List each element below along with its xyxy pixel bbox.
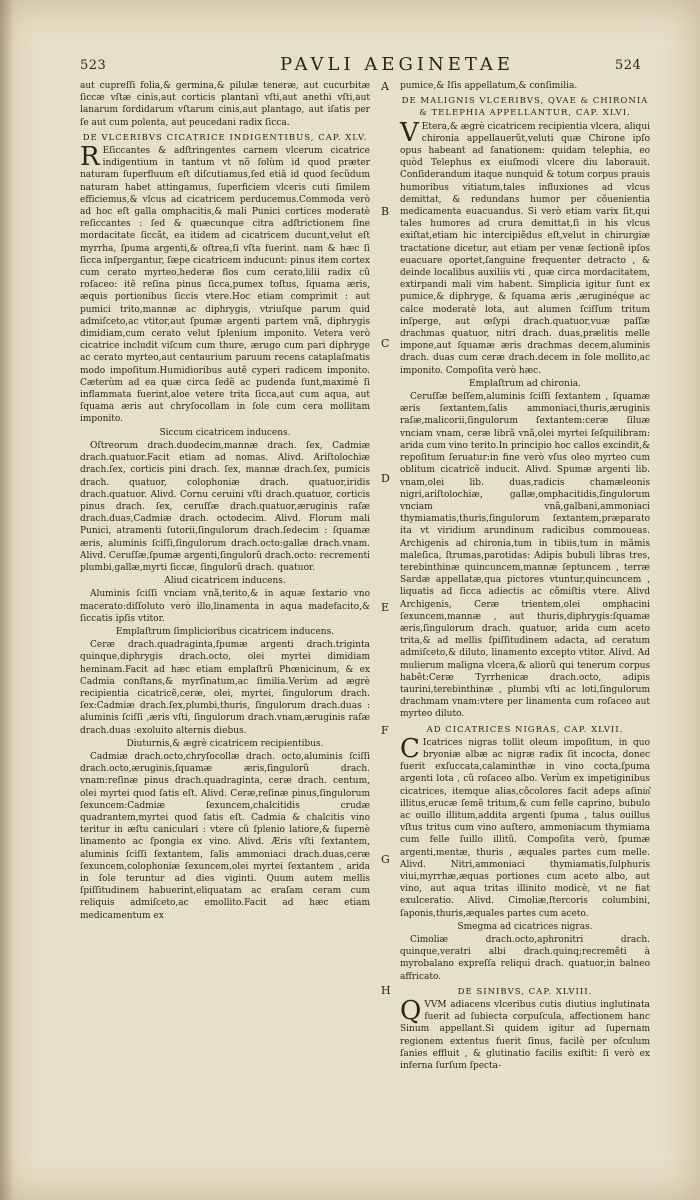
dropcap-paragraph bbox=[400, 996, 650, 1072]
dropcap-paragraph bbox=[400, 117, 650, 377]
chapter-heading: DE VLCERIBVS CICATRICE INDIGENTIBUS, CAP. XLV. bbox=[82, 132, 368, 143]
left-text-column bbox=[80, 80, 370, 922]
paragraph-text: VVM adiacens vlceribus cutis diutius inglutinata fuerit ad ſubiecta corpuſcula, affectionem hanc Sinum appellant.Si quidem igitur ad ſupernam regionem extentus fuerit ſinus, facilè per oſculum ſanies effluit , & glutinatio facilis exiſtit: ſi verò ex inferna ſurſum ſpecta- bbox=[400, 1000, 650, 1072]
paragraph: pumice,& Iſis appellatum,& conſimilia. bbox=[400, 81, 578, 91]
chapter-heading: AD CICATRICES NIGRAS, CAP. XLVII. bbox=[426, 724, 624, 735]
margin-letter: B bbox=[381, 205, 390, 218]
dropcap-paragraph bbox=[80, 142, 370, 426]
page-fold-shadow bbox=[0, 0, 14, 1200]
drop-cap-letter: Q bbox=[400, 996, 422, 1027]
section-subheading: Emplaſtrum ſimplicioribus cicatricem inducens. bbox=[115, 626, 335, 637]
paragraph: Cimoliæ drach.octo,aphronitri drach. quinque,veratri albi drach.quinq;recremẽti à myrobalano expreſſa reliqui drach. quatuor,in balneo affricato. bbox=[400, 935, 650, 982]
margin-letter: H bbox=[381, 984, 391, 997]
section-subheading: Aliud cicatricem inducens. bbox=[164, 576, 286, 587]
left-page-number: 523 bbox=[80, 58, 107, 73]
paragraph-text: Icatrices nigras tollit oleum impoſitum, in quo bryoniæ albæ ac nigræ radix ſit incocta, donec fuerit exſuccata,calaminthæ in vino cocta,ſpuma argenti lota , cũ roſaceo albo. Verùm ex impetiginibus cicatrices, itemque alias,cõcolores facit adeps aſinin͛ illitus,erucæ ſemẽ tritum,& cum felle caprino, bubulo ac ouillo illitum,addita argenti ſpuma , talus ouillus vſtus tritus cum vino auſtero, ammoniacum thymiama cum felle ſuillo illitũ. Compoſita verò, ſpumæ argenti,mentæ, thuris , æquales partes cum melle. Alivd. Nitri,ammoniaci thymiamatis,ſulphuris viui,myrrhæ,æquas portiones cum aceto albo, aut vino, aut aqua tritas illinito modicè, vt ne fiat exulceratio. Alivd. Cimoliæ,ſtercoris columbini, ſaponis,thuris,æquales partes cum aceto. bbox=[400, 737, 650, 919]
right-text-column bbox=[400, 80, 650, 1072]
chapter-heading: DE SINIBVS, CAP. XLVIII. bbox=[457, 986, 593, 997]
margin-letter: E bbox=[381, 601, 390, 614]
margin-letter: A bbox=[381, 80, 389, 93]
margin-letter: G bbox=[381, 853, 390, 866]
paragraph: Cadmiæ drach.octo,chryſocollæ drach. octo,aluminis ſciſſi drach.octo,æruginis,ſquamæ æris,ſingulorũ drach. vnam:reſinæ pinus drach.quadraginta, ceræ drach. centum, olei myrtei quod ſatis eſt. Alivd. Ceræ,reſinæ pinus,ſingulorum ſexuncem:Cadmiæ ſexuncem,chalcitidis crudæ quadrantem,myrtei quod ſatis eſt. Cadmia & chalcitis vino teritur in æſtu caniculari : vtere cũ ſplenio latiore,& ſupernè linamento ac ſpongia ex vino. Alivd. Æris vſti ſextantem, aluminis ſciſſi ſextantem, ſalis ammoniaci drach.duas,ceræ ſexuncem,colophoniæ ſexuncem,olei myrtei ſextantem , arida in ſole teruntur ad dies viginti. Quum autem mellis ſpiſſitudinem habuerint,eliquatam ac eraſam ceram cum reliquis admiſceto,ac emollito.Facit ad hæc etiam medicamentum ex bbox=[80, 751, 370, 921]
drop-cap-letter: V bbox=[400, 117, 419, 148]
right-page-number: 524 bbox=[615, 58, 642, 73]
paragraph: Ceræ drach.quadraginta,ſpumæ argenti drach.triginta quinque,diphrygis drach.octo, olei myrtei dimidiam heminam.Facit ad hæc etiam emplaſtrũ Phœnicinum, & ex Cadmia conſtans,& myrſinatum,ac ſimilia.Verùm ad ægrè recipientia cicatricẽ,ceræ, olei, myrtei, ſingulorum drach. ſex:Cadmiæ drach.ſex,plumbi,thuris, ſingulorum drach.duas : aluminis ſciſſi ,æris vſti, ſingulorum drach.vnam,æruginis raſæ drach.duas :exoluito alternis diebus. bbox=[80, 640, 370, 736]
chapter-heading: DE MALIGNIS VLCERIBVS, QVAE & CHIRONIA & TELEPHIA APPELLANTUR, CAP. XLVI. bbox=[401, 96, 649, 119]
margin-letter: C bbox=[381, 337, 390, 350]
running-title: PAVLI AEGINETAE bbox=[280, 54, 515, 75]
section-subheading: Diuturnis,& ægrè cicatricem recipientibus. bbox=[126, 738, 324, 749]
drop-cap-letter: C bbox=[400, 733, 420, 764]
dropcap-paragraph bbox=[400, 733, 650, 920]
margin-letter: F bbox=[381, 724, 389, 737]
paragraph-text: Etera,& ægrè cicatricem recipientia vlcera, aliqui chironia appellauerũt,veluti quæ Chirone ipſo opus habeant ad ſanationem: quidam telephia, eo quòd Telephus ex eiuſmodi vlcere diu laborauit. Conſiderandum itaque nunquid & totum corpus prauis humoribus vitiatum,tales influxiones ad vlcus demittat, & redundans humor per cõuenientia medicamenta euacuandus. Si verò etiam varix ſit,qui tales humores ad crura demittat,ſi in his vlcus exiſtat,etiam hic intercipiẽdus eſt,velut in chirurgiæ tractatione dicetur, aut etiam per venæ ſectionẽ ipſos euacuare oportet,ſanguine frequenter detracto , & deinde localibus auxiliis vti , quæ circa mordacitatem, extirpandi mali vim habent. Simplicia igitur ſunt ex pumice,& diphryge, & ſquama æris ,æruginéque ac calce moderatè lota, aut alumen ſciſſum tritum inſperge, aut œſypi drach.quatuor,vuæ paſſæ drachmas quatuor, nitri drach. duas,prælitis melle impone,aut ſquamæ æris drachmas decem,aluminis drach. duas cum ceræ drach.decem in ſole mollito,ac imponito. Compoſita verò hæc. bbox=[400, 121, 650, 376]
paragraph: aut cupreſſi folia,& germina,& pilulæ teneræ, aut cucurbitæ ſiccæ vſtæ cinis,aut corticis plantani vſti,aut anethi vſti,aut lanarum ſordidarum vſtarum cinis,aut plantago, aut iſatis per ſe aut cum polenta, aut peucedani radix ſicca. bbox=[80, 81, 370, 128]
paragraph-text: Eſiccantes & adſtringentes carnem vlcerum cicatrice indigentium in tantum vt nõ ſolùm id quod præter naturam ſuperfluum eſt diſcutiamus,ſed etiã id quod ſecũdum naturam habet attingamus, ſuperficiem vlceris cuti ſimilem efficiemus,& vlcus ad cicatricem perducemus.Commoda verò ad hoc eſt galla omphacitis,& mali Punici cortices moderatè reſiccantes : ſed & quæcunque citra adſtrictionem ſine mordacitate ſiccãt, ea itidem ad cicatricem ducunt,velut eſt myrrha, ſpuma argenti,& oſtrea,ſi vſta fuerint. nam & hæc ſi ſicca inſpergantur, ſæpe cicatricem inducunt: pinus item cortex cum cerato myrteo,hederæ flos cum cerato,lilii radix cũ roſaceo: itẽ reſina pinus ſicca,pumex toſtus, ſquama æris, æquis portionibus ſiccis vtere.Hoc etiam comprimit : aut pumici trito,mannæ ac diphrygis, vtriuſque parum quid admiſceto,ac vtitor,aut ſpumæ argenti partem vnã, diphrygis dimidiam,cum cerato velut ſplenium imponito. Vetera verò cicatrice includit viſcum cum thure, ærugo cum pari diphryge ac cerato myrteo,aut centaurium paruum recens cataplaſmatis modo impoſitum.Humidioribus autẽ cyperi radicem imponito. Cæterùm ad ea quæ circa ſedẽ ac pudenda ſunt,maximè ſi inflammata fuerint,aloe vetere trita ſicca,aut cum aqua, aut ſquama æris aut chryſocollam in ſole cum cera mollitam imponito. bbox=[80, 146, 370, 425]
section-subheading: Emplaſtrum ad chironia. bbox=[469, 378, 581, 389]
drop-cap-letter: R bbox=[80, 142, 100, 173]
section-subheading: Siccum cicatricem inducens. bbox=[159, 427, 291, 438]
paragraph: Ceruſſæ beſſem,aluminis ſciſſi ſextantem , ſquamæ æris ſextantem,ſalis ammoniaci,thuris,æruginis raſæ,malicorii,ſingulorum ſextantem:ceræ ſiluæ vnciam vnam, ceræ librã vnã,olei myrtei ſeſquilibram: arida cum vino terito.In principio hoc callos excindit,& repoſitum ſeruatur:in fine verò vſus oleo myrteo cum oblitum cicatricẽ inducit. Alivd. Spumæ argenti lib. vnam,olei lib. duas,radicis chamæleonis nigri,ariſtolochiæ, gallæ,omphacitidis,ſingulorum vnciam vnã,galbani,ammoniaci thymiamatis,thuris,ſingulorum ſextantem,præparato ita vt viridium arundinum radicibus commoueas. Archigenis ad chironia,tum in tibiis,tum in mãmis maleſica, ſtrumas,parotidas: Adipis bubuli libras tres, terebinthinæ quincuncem,mannæ ſeptuncem , terræ Sardæ appellatæ,qua pictores vtuntur,quincuncem , liquatis ad ſicca adiectis ac cõmiſtis vtere. Alivd Archigenis, Ceræ trientem,olei omphacini ſexuncem,mannæ , aut thuris,diphrygis:ſquamæ æris,ſingulorum drach. quatuor, arida cum aceto trita,& ad mellis ſpiſſitudinem adacta, ad ceratum admiſceto,& diluto, linamento excepto vtitor. Alivd. Ad mulierum maligna vlcera,& aliorũ qui tenerum corpus habẽt:Ceræ Tyrrhenicæ drach.octo, adipis taurini,terebinthinæ , plumbi vſti ac loti,ſingulorum drachmam vnam:vtere per linamenta cum roſaceo aut myrteo diluto. bbox=[400, 392, 650, 720]
margin-letter: D bbox=[381, 472, 390, 485]
paragraph: Aluminis ſciſſi vnciam vnã,terito,& in aquæ ſextario vno macerato:diſſoluto verò illo,linamenta in aqua madefacito,& ſiccatis ipſis vtitor. bbox=[80, 589, 370, 624]
paragraph: Oſtreorum drach.duodecim,mannæ drach. ſex, Cadmiæ drach.quatuor.Facit etiam ad nomas. Alivd. Ariſtolochiæ drach.ſex, corticis pini drach. ſex, mannæ drach.ſex, pumicis drach. quatuor, colophoniæ drach. quatuor,iridis drach.quatuor. Alivd. Cornu ceruini vſti drach.quatuor, corticis pinus drach. ſex, ceruſſæ drach.quatuor,æruginis raſæ drach.duas,Cadmiæ drach. octodecim. Alivd. Florum mali Punici, atramenti ſutorii,ſingulorum drach.ſedecim : ſquamæ æris, aluminis ſciſſi,ſingulorum drach.octo:gallæ drach.vnam. Alivd. Ceruſſæ,ſpumæ argenti,ſingulorũ drach.octo: recrementi plumbi,gallæ,myrti ſiccæ, ſingulorũ drach. quatuor. bbox=[80, 440, 370, 573]
section-subheading: Smegma ad cicatrices nigras. bbox=[457, 921, 593, 932]
page-header bbox=[0, 54, 700, 82]
